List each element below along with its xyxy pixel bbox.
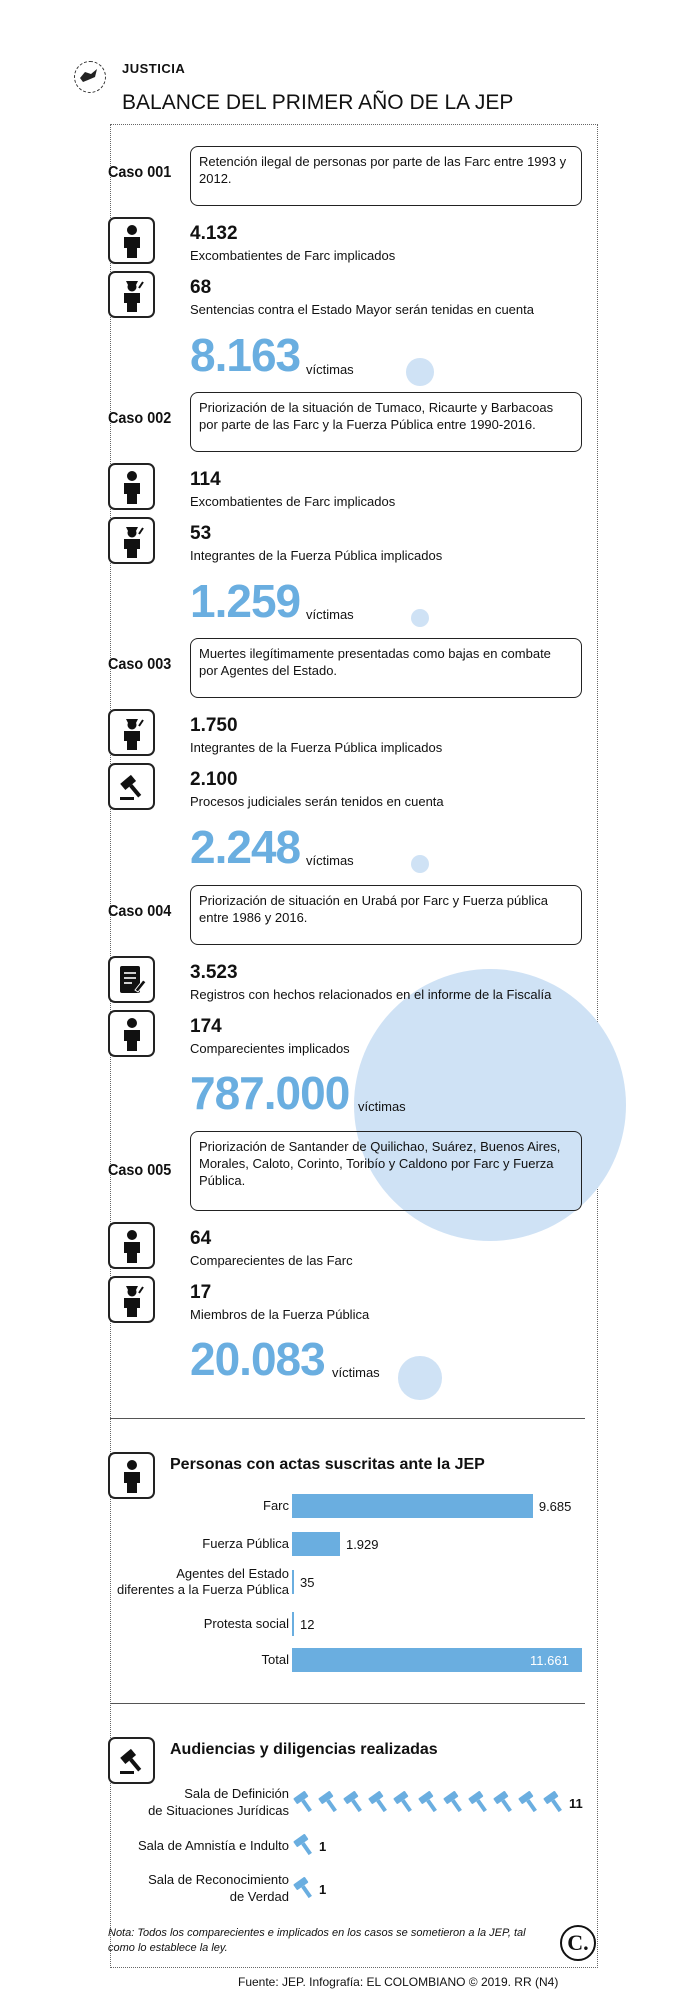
bar-value-label: 11.661 <box>530 1653 569 1668</box>
bar-category-label: Farc <box>263 1498 289 1513</box>
stat-label: Registros con hechos relacionados en el informe de la Fiscalía <box>190 987 552 1002</box>
victims-word: víctimas <box>306 853 354 868</box>
gavel-mark-icon <box>342 1790 366 1819</box>
stat-label: Sentencias contra el Estado Mayor serán tenidas en cuenta <box>190 302 534 317</box>
footnote: Nota: Todos los comparecientes e implicados en los casos se sometieron a la JEP, tal como lo establece la ley. <box>108 1927 526 1954</box>
case-description: Muertes ilegítimamente presentadas como bajas en combate por Agentes del Estado. <box>190 638 582 698</box>
bar-category-label: Agentes del Estado diferentes a la Fuerza Pública <box>117 1566 289 1597</box>
stat-label: Integrantes de la Fuerza Pública implicados <box>190 548 443 563</box>
stat-label: Comparecientes implicados <box>190 1041 350 1056</box>
soldier-icon <box>108 271 155 318</box>
victims-word: víctimas <box>358 1099 406 1114</box>
stat-label: Excombatientes de Farc implicados <box>190 248 396 263</box>
chart-title: Personas con actas suscritas ante la JEP <box>170 1456 485 1473</box>
gavel-mark-icon <box>542 1790 566 1819</box>
bar-mark <box>292 1532 340 1556</box>
case-description: Retención ilegal de personas por parte de las Farc entre 1993 y 2012. <box>190 146 582 206</box>
gavel-icon <box>108 763 155 810</box>
stat-label: Integrantes de la Fuerza Pública implicados <box>190 740 443 755</box>
gavel-mark-icon <box>467 1790 491 1819</box>
bar-category-label: Protesta social <box>203 1616 289 1631</box>
gavel-mark-icon <box>292 1833 316 1862</box>
victims-count: 1.259 <box>190 575 301 627</box>
stat-value: 17 <box>190 1282 212 1303</box>
case-label: Caso 005 <box>108 1162 172 1179</box>
victims-count: 787.000 <box>190 1067 350 1119</box>
bar-value-label: 9.685 <box>538 1499 572 1514</box>
person-icon <box>108 1452 155 1499</box>
pictogram-category-label: Sala de Reconocimiento de Verdad <box>148 1872 289 1904</box>
bar-category-label: Fuerza Pública <box>202 1536 289 1551</box>
stat-value: 4.132 <box>190 223 238 244</box>
gavel-mark-icon <box>517 1790 541 1819</box>
section-badge-icon <box>74 61 106 93</box>
bar-value-label: 35 <box>300 1575 315 1590</box>
case-description: Priorización de Santander de Quilichao, Suárez, Buenos Aires, Morales, Caloto, Corinto, Toribío y Caldono por Farc y Fuerza Pública. <box>190 1131 582 1211</box>
stat-value: 174 <box>190 1016 222 1037</box>
gavel-mark-icon <box>292 1876 316 1905</box>
victims-count: 2.248 <box>190 821 301 873</box>
document-icon <box>108 956 155 1003</box>
victims-bubble <box>398 1356 441 1399</box>
soldier-icon <box>108 1276 155 1323</box>
bar-mark <box>292 1494 533 1518</box>
stat-value: 53 <box>190 523 212 544</box>
gavel-mark-icon <box>317 1790 341 1819</box>
victims-count: 20.083 <box>190 1333 325 1385</box>
gavel-mark-icon <box>492 1790 516 1819</box>
victims-bubble <box>406 358 434 386</box>
pictogram-category-label: Sala de Amnistía e Indulto <box>137 1837 289 1853</box>
gavel-mark-icon <box>292 1790 316 1819</box>
soldier-icon <box>108 709 155 756</box>
section-tag: JUSTICIA <box>122 61 186 76</box>
person-icon <box>108 1010 155 1057</box>
soldier-icon <box>108 517 155 564</box>
person-icon <box>108 463 155 510</box>
pictogram-value-label: 1 <box>319 1882 327 1897</box>
victims-word: víctimas <box>332 1365 380 1380</box>
stat-value: 3.523 <box>190 962 238 983</box>
stat-label: Miembros de la Fuerza Pública <box>190 1307 370 1322</box>
person-icon <box>108 217 155 264</box>
source-credit: Fuente: JEP. Infografía: EL COLOMBIANO © 2019. RR (N4) <box>238 1975 559 1989</box>
gavel-mark-icon <box>392 1790 416 1819</box>
pictogram-value-label: 11 <box>569 1796 583 1811</box>
pictogram-value-label: 1 <box>319 1839 327 1854</box>
chart-title: Audiencias y diligencias realizadas <box>170 1741 438 1758</box>
gavel-icon <box>108 1737 155 1784</box>
gavel-mark-icon <box>367 1790 391 1819</box>
stat-value: 2.100 <box>190 769 238 790</box>
case-label: Caso 002 <box>108 410 172 427</box>
gavel-mark-icon <box>442 1790 466 1819</box>
victims-word: víctimas <box>306 362 354 377</box>
victims-bubble <box>411 609 429 627</box>
victims-word: víctimas <box>306 607 354 622</box>
brand-logo: C. <box>560 1925 596 1961</box>
bar-value-label: 12 <box>300 1617 315 1632</box>
gavel-mark-icon <box>417 1790 441 1819</box>
page-title: BALANCE DEL PRIMER AÑO DE LA JEP <box>122 91 514 114</box>
case-label: Caso 004 <box>108 903 172 920</box>
bar-mark <box>292 1612 294 1636</box>
stat-label: Excombatientes de Farc implicados <box>190 494 396 509</box>
stat-value: 1.750 <box>190 715 238 736</box>
stat-label: Comparecientes de las Farc <box>190 1253 353 1268</box>
case-description: Priorización de la situación de Tumaco, Ricaurte y Barbacoas por parte de las Farc y la Fuerza Pública entre 1990-2016. <box>190 392 582 452</box>
section-divider <box>110 1703 585 1704</box>
case-label: Caso 001 <box>108 164 172 181</box>
stat-value: 68 <box>190 277 212 298</box>
bar-value-label: 1.929 <box>345 1537 379 1552</box>
bar-category-label: Total <box>261 1652 289 1667</box>
stat-label: Procesos judiciales serán tenidos en cuenta <box>190 794 444 809</box>
stat-value: 114 <box>190 469 221 490</box>
pictogram-category-label: Sala de Definición de Situaciones Jurídicas <box>148 1786 289 1818</box>
case-description: Priorización de situación en Urabá por Farc y Fuerza pública entre 1986 y 2016. <box>190 885 582 945</box>
section-divider <box>110 1418 585 1419</box>
case-label: Caso 003 <box>108 656 172 673</box>
victims-bubble <box>411 855 429 873</box>
bar-mark <box>292 1570 294 1594</box>
person-icon <box>108 1222 155 1269</box>
stat-value: 64 <box>190 1228 212 1249</box>
victims-count: 8.163 <box>190 329 301 381</box>
